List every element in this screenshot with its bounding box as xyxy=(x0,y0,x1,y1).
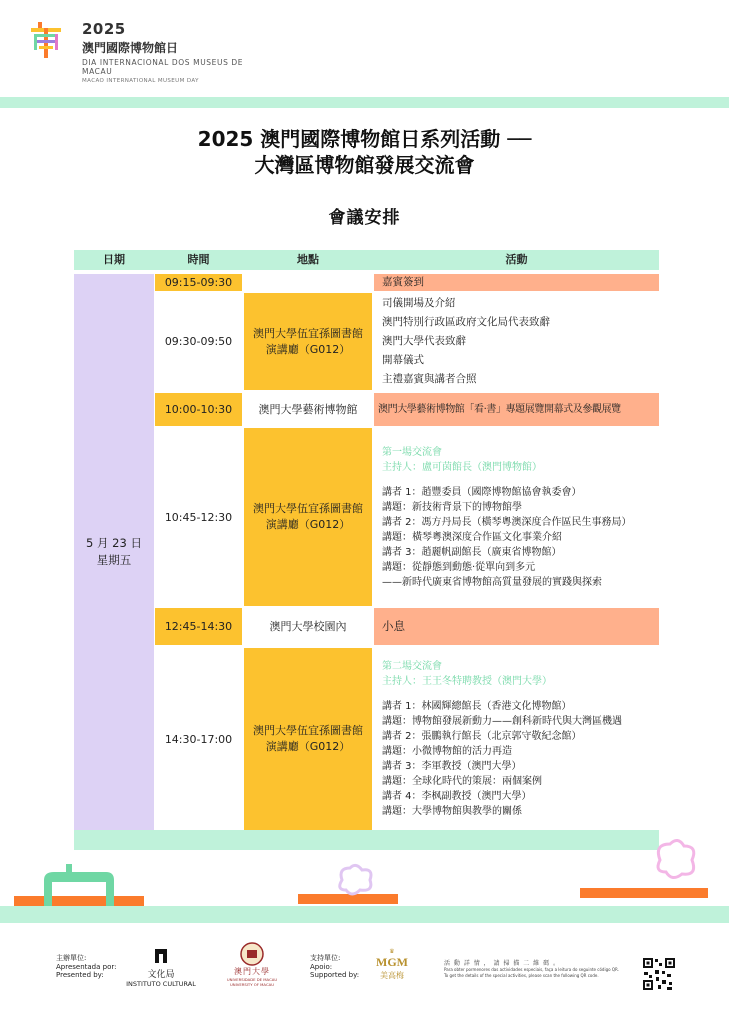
session-host: 主持人：盧可茵館長（澳門博物館） xyxy=(382,461,542,473)
activity-cell xyxy=(374,293,659,390)
university-of-macau: 澳門大學 UNIVERSIDADE DE MACAU UNIVERSITY OF MACAU xyxy=(226,967,278,987)
schedule-heading: 會議安排 xyxy=(328,208,401,228)
instituto-cultural: 文化局 INSTITUTO CULTURAL xyxy=(126,970,196,988)
activity-line: 講者 3：趙麗帆副館長（廣東省博物館） xyxy=(382,546,562,558)
activity-cell xyxy=(374,608,659,645)
activity-line: 小息 xyxy=(382,619,405,633)
header-brand xyxy=(82,20,252,84)
activity-line: 講題：博物館發展新動力——創科新時代與大灣區機遇 xyxy=(382,716,622,727)
top-band xyxy=(0,97,729,108)
activity-line: 講者 2：張鵬執行館長（北京郭守敬紀念館） xyxy=(382,731,582,742)
activity-line: ——新時代廣東省博物館高質量發展的實踐與探索 xyxy=(382,576,602,588)
header-time: 時間 xyxy=(187,253,210,266)
museum-day-logo-icon xyxy=(28,20,64,60)
session-host: 主持人：王王冬特聘教授（澳門大學） xyxy=(382,676,552,687)
time-cell: 09:30-09:50 xyxy=(155,293,242,390)
time-cell: 09:15-09:30 xyxy=(155,274,242,291)
activity-line: 講題：從靜態到動態·從單向到多元 xyxy=(382,561,536,573)
qr-code-icon[interactable] xyxy=(642,957,676,991)
header-year: 2025 xyxy=(82,20,126,38)
activity-line: 講者 2：馮方丹局長（橫琴粵澳深度合作區民生事務局） xyxy=(382,516,632,528)
presented-by-label: 主辦單位: Apresentada por: Presented by: xyxy=(56,954,117,979)
venue-cell: 澳門大學伍宜孫圖書館演講廳（G012） xyxy=(244,648,372,830)
header-date: 日期 xyxy=(103,253,125,266)
activity-line: 講者 1：趙豐委員（國際博物館協會執委會） xyxy=(382,486,582,498)
activity-line: 澳門大學代表致辭 xyxy=(382,335,466,347)
header-venue: 地點 xyxy=(297,253,319,266)
session-title: 第二場交流會 xyxy=(382,661,442,672)
venue-cell: 澳門大學藝術博物館 xyxy=(244,393,372,426)
orange-bar-decoration xyxy=(580,888,708,898)
header-pt-name: DIA INTERNACIONAL DOS MUSEUS DE MACAU xyxy=(82,58,244,76)
activity-line: 澳門特別行政區政府文化局代表致辭 xyxy=(382,316,550,328)
activity-line: 講題：新技術背景下的博物館學 xyxy=(382,501,522,513)
header-en-name: MACAO INTERNATIONAL MUSEUM DAY xyxy=(82,78,199,84)
activity-line: 嘉賓簽到 xyxy=(382,276,424,288)
venue-cell: 澳門大學校園內 xyxy=(244,608,372,645)
date-cell xyxy=(74,274,154,830)
venue-cell xyxy=(244,274,372,291)
activity-line: 講者 3：李軍教授（澳門大學） xyxy=(382,761,522,772)
title-line-1: 2025 澳門國際博物館日系列活動 ── xyxy=(197,127,532,151)
mgm-logo: ♛ MGM 美高梅 xyxy=(372,948,412,981)
university-crest-icon xyxy=(238,942,266,966)
gate-decoration-icon xyxy=(14,858,144,908)
activity-cell xyxy=(374,428,659,606)
header-cn-name: 澳門國際博物館日 xyxy=(82,41,179,55)
time-cell: 14:30-17:00 xyxy=(155,648,242,830)
activity-line: 講者 1：林國輝總館長（香港文化博物館） xyxy=(382,701,572,712)
qr-note: 活 動 詳 情 ， 請 掃 描 二 維 碼 。 Para obter pormenores das actividades especiais, faça a leitura do seguinte código QR. To get the details of the special activities, please scan the following QR code. xyxy=(444,960,619,978)
lion-icon: ♛ xyxy=(389,948,395,955)
schedule-table xyxy=(74,250,659,830)
time-cell: 12:45-14:30 xyxy=(155,608,242,645)
session-title: 第一場交流會 xyxy=(382,446,442,458)
activity-line: 開幕儀式 xyxy=(382,354,424,366)
activity-line: 講題：全球化時代的策展：兩個案例 xyxy=(382,776,542,787)
lavender-blob-decoration-icon xyxy=(336,862,376,898)
pink-blob-decoration-icon xyxy=(652,836,700,884)
activity-line: 司儀開場及介紹 xyxy=(382,297,456,309)
activity-line: 講題：橫琴粵澳深度合作區文化事業介紹 xyxy=(382,531,562,543)
table-bottom-band xyxy=(74,830,659,850)
venue-cell: 澳門大學伍宜孫圖書館演講廳（G012） xyxy=(244,428,372,606)
activity-line: 講題：大學博物館與教學的關係 xyxy=(382,806,522,817)
footer xyxy=(0,940,729,1024)
date-day: 5 月 23 日 xyxy=(86,536,142,550)
activity-line: 講者 4：李枫副教授（澳門大學） xyxy=(382,791,532,802)
activity-line: 主禮嘉賓與講者合照 xyxy=(382,373,477,385)
floor-band xyxy=(0,906,729,923)
supported-by-label: 支持單位: Apoio: Supported by: xyxy=(310,954,360,979)
header-activity: 活動 xyxy=(505,253,528,266)
table-header xyxy=(74,250,659,270)
main-title xyxy=(0,126,729,178)
time-cell: 10:45-12:30 xyxy=(155,428,242,606)
activity-cell xyxy=(374,648,659,830)
title-line-2: 大灣區博物館發展交流會 xyxy=(254,153,475,177)
activity-cell xyxy=(374,274,659,291)
activity-line: 澳門大學藝術博物館「看‧書」專題展覽開幕式及參觀展覽 xyxy=(378,404,621,415)
activity-line: 講題：小微博物館的活力再造 xyxy=(382,746,512,757)
instituto-cultural-logo-icon xyxy=(154,948,168,964)
activity-cell xyxy=(374,393,659,426)
date-weekday: 星期五 xyxy=(96,553,132,567)
venue-cell: 澳門大學伍宜孫圖書館演講廳（G012） xyxy=(244,293,372,390)
time-cell: 10:00-10:30 xyxy=(155,393,242,426)
